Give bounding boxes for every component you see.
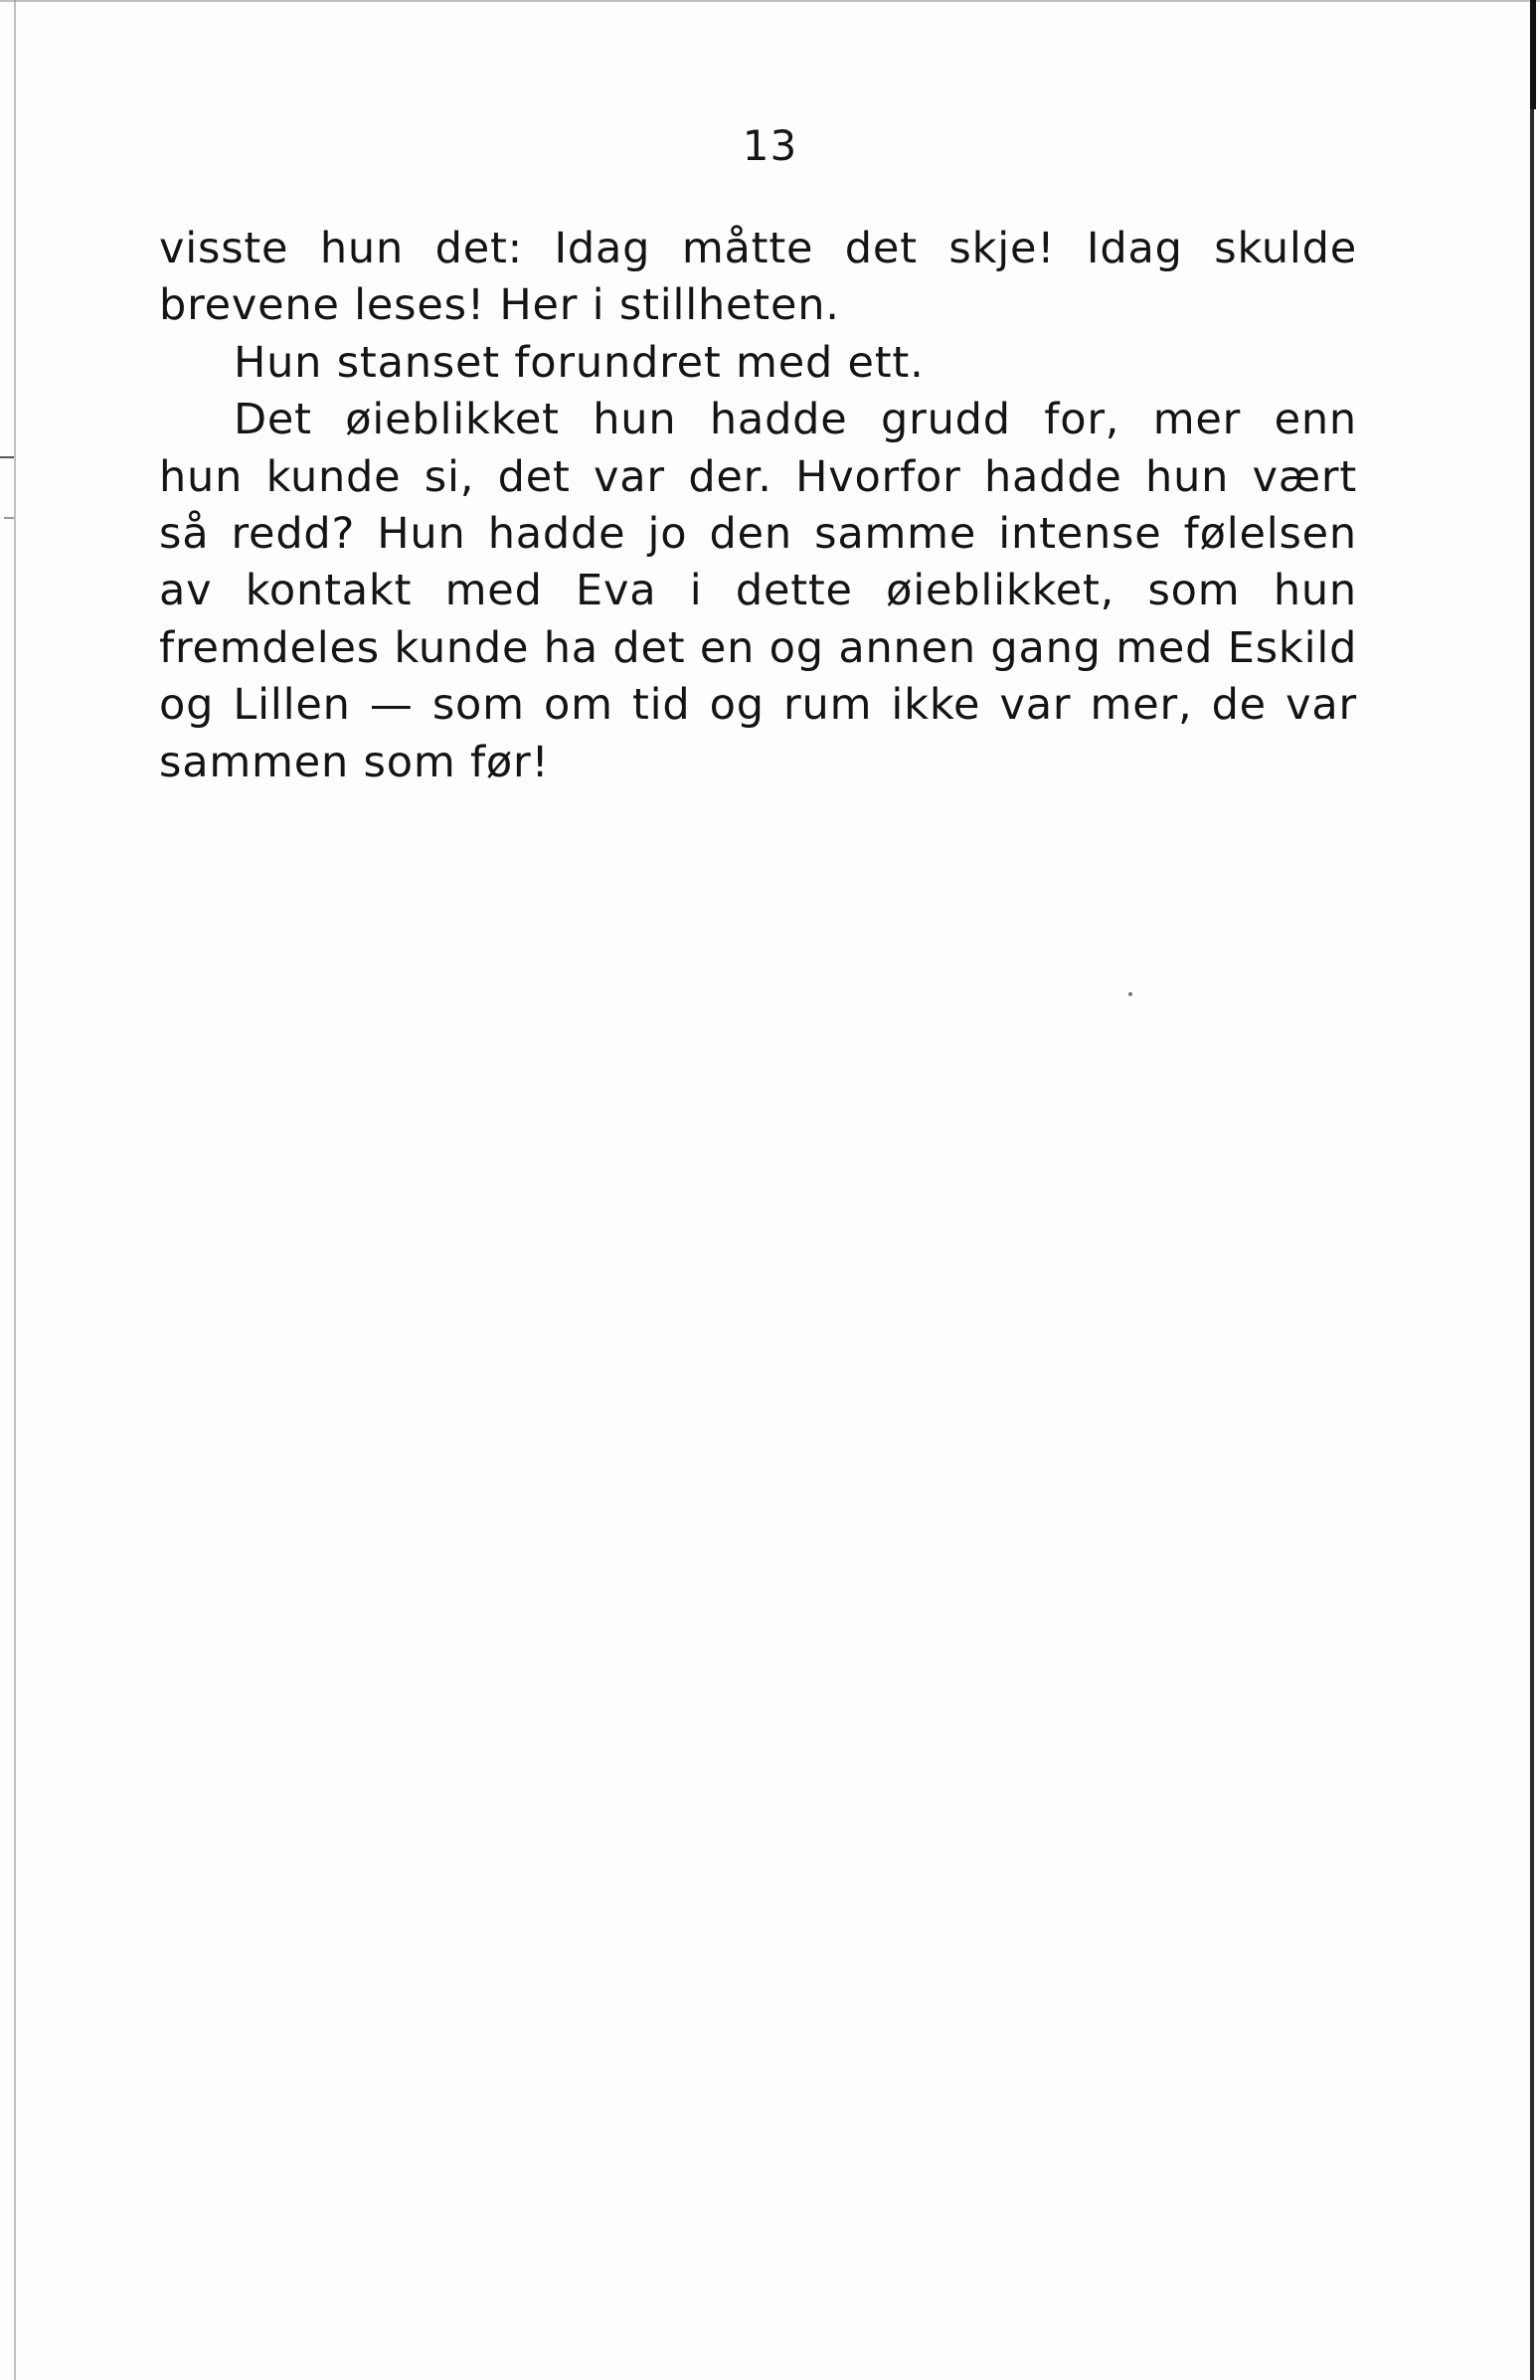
text-line: og Lillen — som om tid og rum ikke var mer, de var	[159, 680, 1357, 731]
text-line: fremdeles kunde ha det en og annen gang med Eskild	[159, 622, 1358, 673]
text-line: Hun stanset forundret med ett.	[234, 337, 925, 388]
scan-mark	[0, 456, 14, 458]
text-line: sammen som før!	[159, 737, 550, 787]
page-left-edge	[14, 0, 16, 2380]
page-number: 13	[742, 121, 798, 170]
text-line: hun kunde si, det var der. Hvorfor hadde hun vært	[159, 451, 1357, 502]
scan-mark	[4, 517, 14, 519]
page-right-edge-shadow	[1530, 0, 1536, 109]
text-line: Det øieblikket hun hadde grudd for, mer enn	[234, 395, 1357, 445]
text-line: brevene leses! Her i stillheten.	[159, 280, 840, 331]
scan-speck	[1128, 992, 1132, 996]
text-line: visste hun det: Idag måtte det skje! Idag skulde	[159, 224, 1357, 273]
body-text	[159, 221, 1357, 791]
page-top-edge	[0, 0, 1540, 2]
page-right-edge	[1530, 0, 1534, 2380]
text-line: så redd? Hun hadde jo den samme intense følelsen	[159, 509, 1357, 560]
text-line: av kontakt med Eva i dette øieblikket, som hun	[159, 566, 1357, 616]
